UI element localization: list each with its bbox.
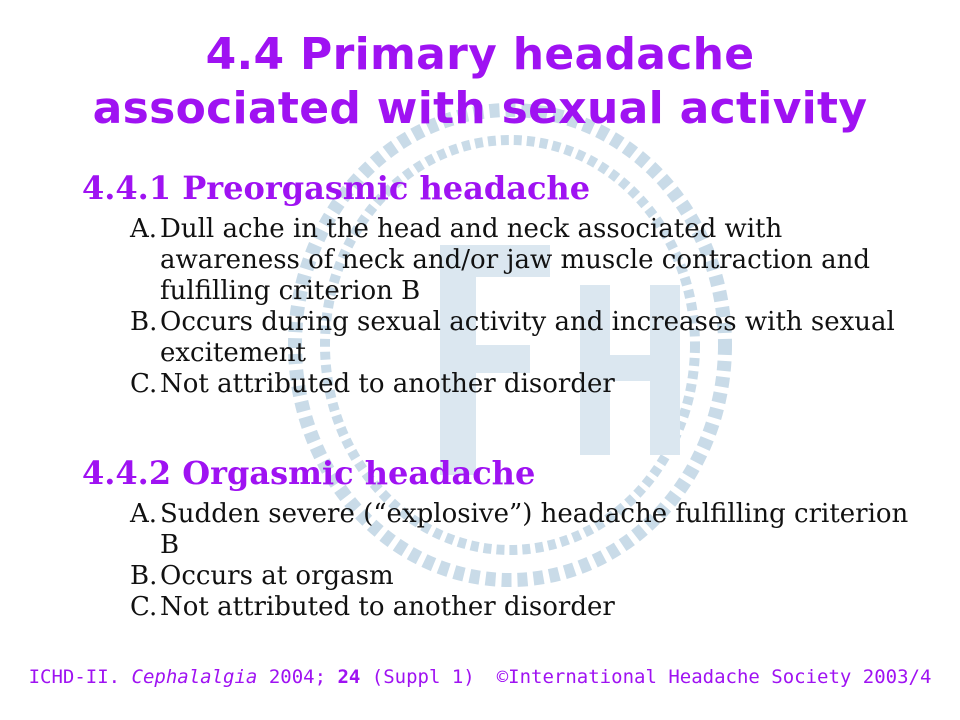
slide-title [0,28,960,136]
criterion-b [82,307,912,369]
section-preorgasmic-headache [82,168,912,400]
criterion-a [82,499,912,561]
criterion-text: Occurs at orgasm [160,561,394,591]
criteria-list [82,499,912,623]
criterion-text: Sudden severe (“explosive”) headache fulfilling criterion B [160,499,909,560]
section-heading: 4.4.2 Orgasmic headache [82,454,536,492]
criterion-text: Not attributed to another disorder [160,369,615,399]
criterion-letter: A. [130,214,158,244]
slide-title-line-1: 4.4 Primary headache [205,29,755,80]
citation-source: ICHD-II. [28,666,132,688]
criterion-letter: B. [130,561,158,591]
citation-volume: 24 [337,666,361,688]
criteria-list [82,214,912,400]
citation-footer [0,666,960,688]
citation-journal: Cephalalgia [131,666,258,688]
criterion-b [82,561,912,592]
citation-supplement: (Suppl 1) [360,666,475,688]
section-orgasmic-headache [82,453,912,623]
criterion-text: Dull ache in the head and neck associated with awareness of neck and/or jaw muscle contraction and fulfilling criterion B [160,214,870,306]
criterion-c [82,592,912,623]
criterion-letter: C. [130,369,158,399]
section-heading: 4.4.1 Preorgasmic headache [82,169,591,207]
criterion-a [82,214,912,307]
slide-title-line-2: associated with sexual activity [92,83,868,134]
citation-year: 2004; [257,666,338,688]
criterion-letter: C. [130,592,158,622]
criterion-text: Not attributed to another disorder [160,592,615,622]
criterion-letter: B. [130,307,158,337]
criterion-c [82,369,912,400]
copyright-notice: ©International Headache Society 2003/4 [496,666,932,688]
criterion-text: Occurs during sexual activity and increases with sexual excitement [160,307,895,368]
criterion-letter: A. [130,499,158,529]
